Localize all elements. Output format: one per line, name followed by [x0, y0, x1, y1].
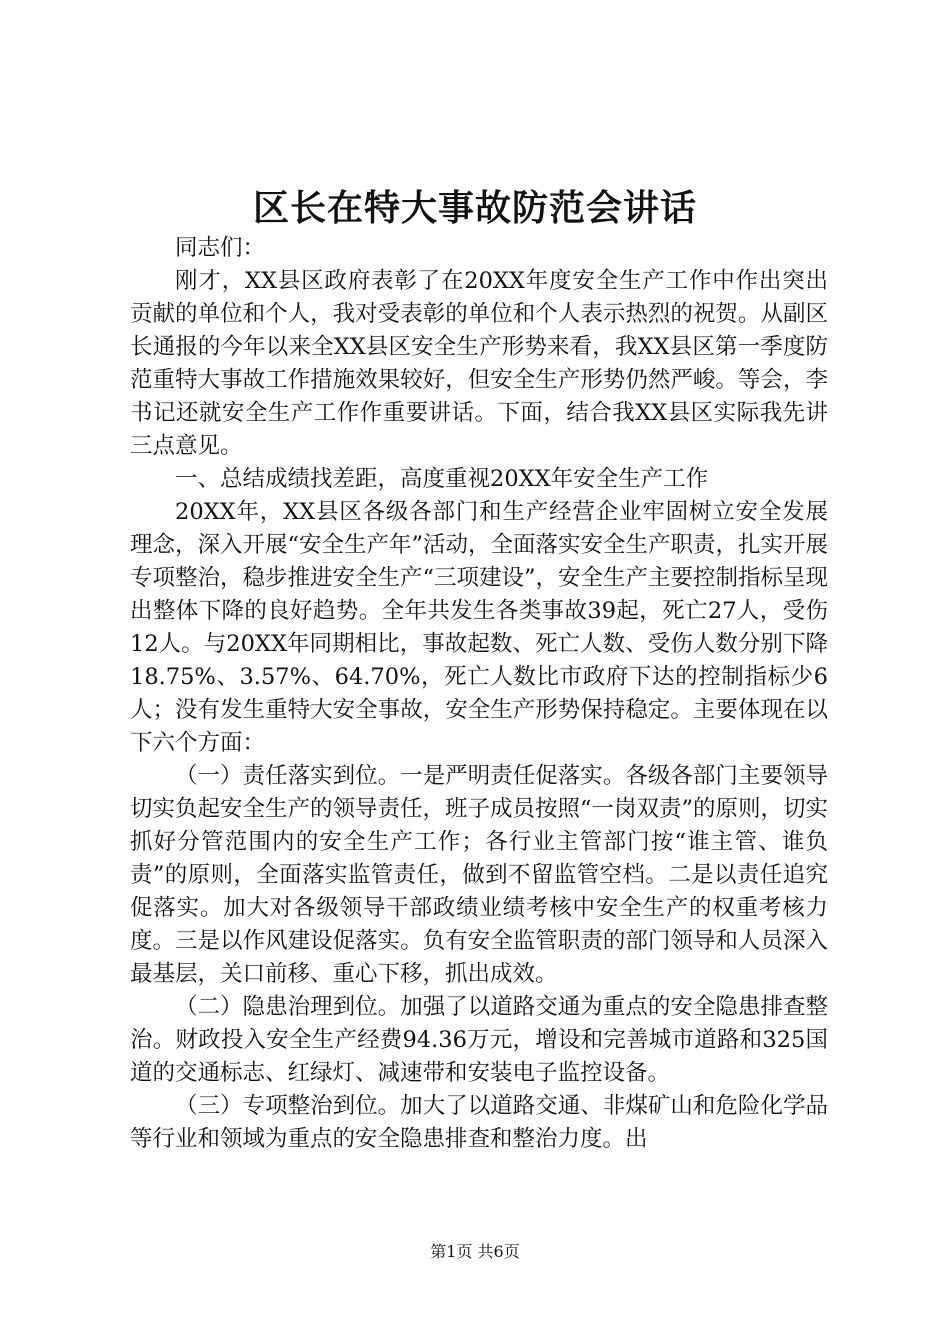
document-body [130, 232, 828, 1156]
paragraph-item-1: （一）责任落实到位。一是严明责任促落实。各级各部门主要领导切实负起安全生产的领导责任，班子成员按照“一岗双责”的原则，切实抓好分管范围内的安全生产工作；各行业主管部门按“谁主管、谁负责”的原则，全面落实监管责任，做到不留监管空档。二是以责任追究促落实。加大对各级领导干部政绩业绩考核中安全生产的权重考核力度。三是以作风建设促落实。负有安全监管职责的部门领导和人员深入最基层，关口前移、重心下移，抓出成效。 [130, 763, 829, 987]
section-heading-1: 一、总结成绩找差距，高度重视20XX年安全生产工作 [175, 466, 709, 492]
paragraph-item-3: （三）专项整治到位。加大了以道路交通、非煤矿山和危险化学品等行业和领域为重点的安全隐患排查和整治力度。出 [130, 1093, 828, 1152]
paragraph-summary: 20XX年，XX县区各级各部门和生产经营企业牢固树立安全发展理念，深入开展“安全生产年”活动，全面落实安全生产职责，扎实开展专项整治，稳步推进安全生产“三项建设”，安全生产主要控制指标呈现出整体下降的良好趋势。全年共发生各类事故39起，死亡27人，受伤12人。与20XX年同期相比，事故起数、死亡人数、受伤人数分别下降18.75%、3.57%、64.70%，死亡人数比市政府下达的控制指标少6人；没有发生重特大安全事故，安全生产形势保持稳定。主要体现在以下六个方面： [130, 499, 829, 756]
paragraph-item-2: （二）隐患治理到位。加强了以道路交通为重点的安全隐患排查整治。财政投入安全生产经费94.36万元，增设和完善城市道路和325国道的交通标志、红绿灯、减速带和安装电子监控设备。 [130, 994, 828, 1086]
paragraph-intro: 刚才，XX县区政府表彰了在20XX年度安全生产工作中作出突出贡献的单位和个人，我对受表彰的单位和个人表示热烈的祝贺。从副区长通报的今年以来全XX县区安全生产形势来看，我XX县区第一季度防范重特大事故工作措施效果较好，但安全生产形势仍然严峻。等会，李书记还就安全生产工作作重要讲话。下面，结合我XX县区实际我先讲三点意见。 [130, 268, 828, 459]
salutation: 同志们： [175, 235, 266, 261]
page-footer: 第1页 共6页 [430, 1242, 520, 1261]
document-title: 区长在特大事故防范会讲话 [252, 187, 697, 229]
